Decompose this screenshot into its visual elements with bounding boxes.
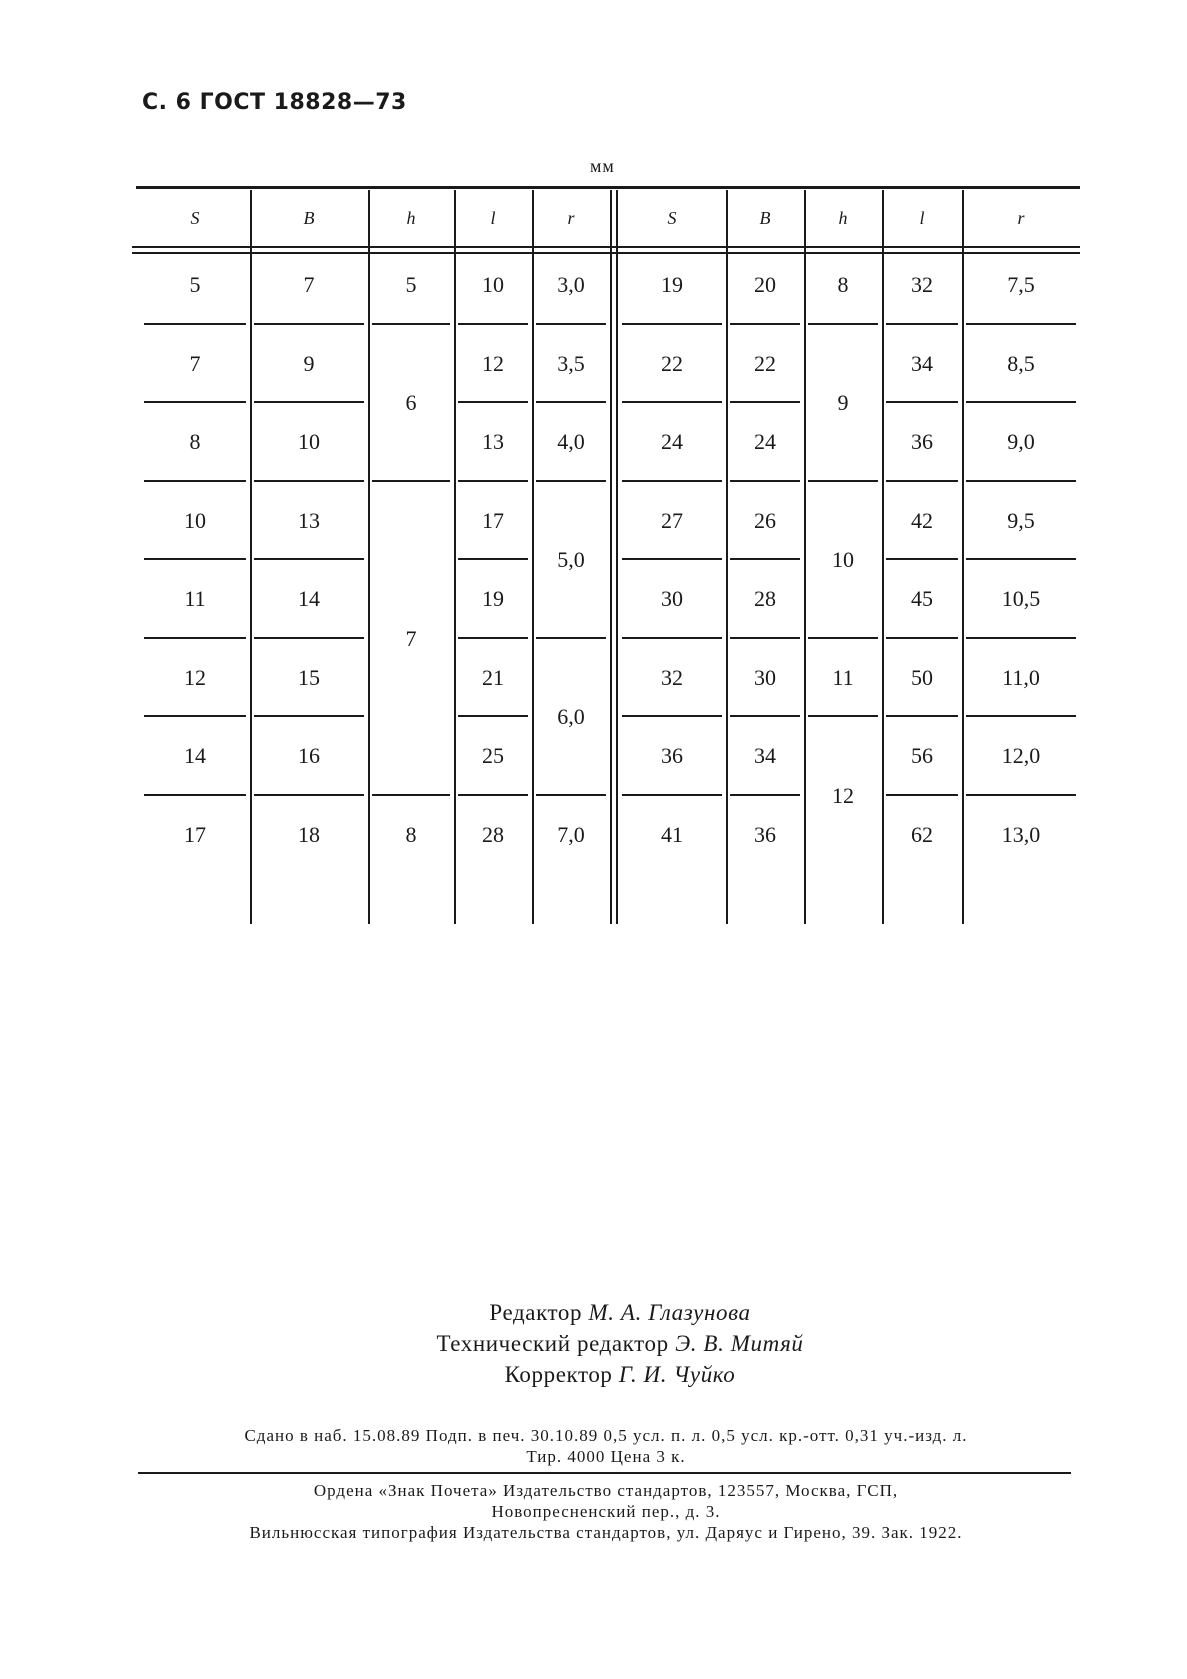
table-cell-right-b: 36 (754, 821, 776, 847)
table-cell-left-b: 14 (298, 586, 320, 612)
table-cell-left-h: 7 (405, 625, 417, 651)
table-cell-right-s: 32 (661, 664, 683, 690)
imprint-printer: Вильнюсская типография Издательства стандартов, ул. Даряус и Гирено, 39. Зак. 1922. (249, 1523, 963, 1542)
proofreader-role: Корректор (504, 1362, 613, 1387)
table-cell-left-r: 3,0 (557, 272, 585, 298)
imprint-publisher: Ордена «Знак Почета» Издательство стандартов, 123557, Москва, ГСП, (313, 1481, 899, 1500)
table-cell-right-l: 42 (911, 507, 933, 533)
table-cell-right-b: 26 (754, 507, 776, 533)
table-cell-right-r: 10,5 (1001, 586, 1041, 612)
table-cell-left-l: 12 (482, 350, 504, 376)
table-cell-left-l: 10 (482, 272, 504, 298)
table-cell-left-l: 13 (482, 429, 504, 455)
tech-editor-line (300, 1331, 940, 1357)
table-cell-right-b: 34 (754, 743, 776, 769)
table-cell-right-h: 9 (837, 390, 849, 415)
header-cell-r: r (567, 207, 575, 228)
table-cell-right-r: 7,5 (1007, 272, 1035, 298)
table-cell-left-r: 3,5 (557, 350, 585, 376)
table-cell-left-l: 19 (482, 586, 504, 612)
header-cell-l: l (490, 207, 496, 228)
table-cell-right-h: 10 (832, 547, 854, 572)
table-cell-right-s: 19 (661, 272, 683, 298)
table-cell-right-s: 36 (661, 743, 683, 769)
table-cell-left-l: 25 (482, 743, 504, 769)
table-cell-left-s: 14 (184, 743, 206, 769)
table-cell-right-r: 13,0 (1001, 821, 1041, 847)
table-cell-left-r: 7,0 (557, 821, 585, 847)
table-cell-left-h: 6 (405, 390, 417, 415)
imprint-circulation: Тир. 4000 Цена 3 к. (526, 1447, 686, 1466)
table-cell-left-s: 5 (189, 272, 201, 298)
tech-editor-role: Технический редактор (436, 1331, 669, 1356)
table-cell-left-r: 5,0 (557, 547, 585, 572)
table-cell-right-l: 34 (911, 350, 933, 376)
table-cell-left-b: 15 (298, 664, 320, 690)
table-cell-left-b: 16 (298, 743, 320, 769)
table-cell-left-l: 17 (482, 507, 504, 533)
table-cell-left-s: 11 (184, 586, 206, 612)
table-cell-left-b: 13 (298, 507, 320, 533)
table-cell-right-s: 41 (661, 821, 683, 847)
header-cell-b: B (303, 207, 315, 228)
table-cell-right-r: 9,5 (1007, 507, 1035, 533)
table-cell-left-s: 7 (189, 350, 201, 376)
table-cell-left-b: 7 (303, 272, 315, 298)
table-cell-right-s: 30 (661, 586, 683, 612)
proofreader-line (300, 1362, 940, 1388)
table-cell-right-r: 11,0 (1002, 664, 1040, 690)
imprint-print-data: Сдано в наб. 15.08.89 Подп. в печ. 30.10.89 0,5 усл. п. л. 0,5 усл. кр.-отт. 0,31 уч.-изд. л. (244, 1426, 968, 1445)
table-cell-right-l: 56 (911, 743, 933, 769)
table-cell-right-h: 12 (832, 782, 854, 808)
col-divider-double (610, 190, 612, 924)
table-cell-right-r: 9,0 (1007, 429, 1035, 455)
table-cell-right-s: 24 (661, 429, 683, 455)
page-header: С. 6 ГОСТ 18828—73 (142, 90, 407, 115)
table-cell-left-s: 12 (184, 664, 206, 690)
table-cell-left-h: 8 (405, 821, 417, 847)
header-cell-l: l (919, 207, 925, 228)
table-cell-left-b: 9 (303, 350, 315, 376)
table-cell-right-s: 22 (661, 350, 683, 376)
table-cell-left-r: 6,0 (557, 704, 585, 729)
table-cell-left-r: 4,0 (557, 429, 585, 455)
table-cell-right-r: 8,5 (1007, 350, 1035, 376)
table-cell-right-b: 28 (754, 586, 776, 612)
table-cell-right-h: 11 (832, 664, 854, 690)
table-cell-right-l: 45 (911, 586, 933, 612)
header-cell-r: r (1017, 207, 1025, 228)
table-cell-right-r: 12,0 (1001, 743, 1041, 769)
table-cell-left-l: 28 (482, 821, 504, 847)
editor-line (300, 1300, 940, 1326)
table-cell-right-l: 32 (911, 272, 933, 298)
table-top-rule (136, 186, 1080, 189)
header-cell-h: h (406, 207, 416, 228)
table-cell-right-s: 27 (661, 507, 683, 533)
dimensions-table (140, 186, 1080, 924)
table-cell-right-b: 20 (754, 272, 776, 298)
table-cell-right-l: 62 (911, 821, 933, 847)
editor-name: М. А. Глазунова (588, 1300, 751, 1325)
header-cell-b: B (759, 207, 771, 228)
proofreader-name: Г. И. Чуйко (618, 1362, 736, 1387)
editor-role: Редактор (489, 1300, 583, 1325)
table-cell-left-s: 17 (184, 821, 206, 847)
table-cell-right-b: 24 (754, 429, 776, 455)
tech-editor-name: Э. В. Митяй (675, 1331, 804, 1356)
imprint-rule (138, 1472, 1071, 1474)
table-cell-right-l: 36 (911, 429, 933, 455)
header-cell-h: h (838, 207, 848, 228)
imprint-address: Новопресненский пер., д. 3. (491, 1502, 721, 1521)
table-cell-right-h: 8 (837, 272, 849, 298)
table-cell-right-l: 50 (911, 664, 933, 690)
header-cell-s: S (190, 207, 200, 228)
header-cell-s: S (667, 207, 677, 228)
units-label: мм (590, 156, 615, 176)
table-cell-right-b: 30 (754, 664, 776, 690)
table-cell-left-s: 8 (189, 429, 201, 455)
table-cell-left-b: 10 (298, 429, 320, 455)
table-cell-left-b: 18 (298, 821, 320, 847)
table-cell-right-b: 22 (754, 350, 776, 376)
table-cell-left-h: 5 (405, 272, 417, 298)
table-cell-left-l: 21 (482, 664, 504, 690)
table-cell-left-s: 10 (184, 507, 206, 533)
